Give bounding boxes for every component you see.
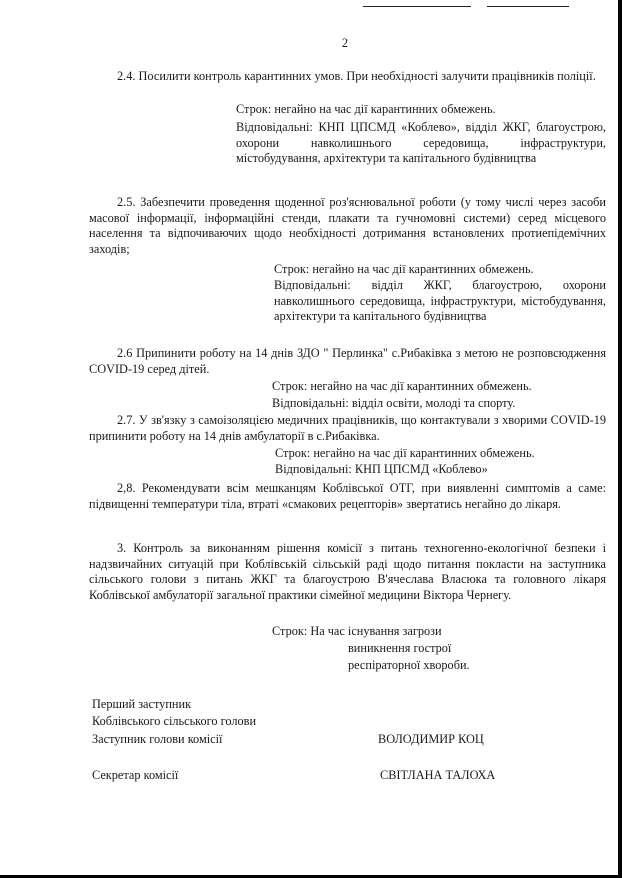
top-rule-right — [487, 6, 569, 7]
item-3-term-line-2: виникнення гострої — [348, 641, 452, 655]
item-2-7-text: 2.7. У зв'язку з самоізоляцією медичних працівників, що контактували з хворими COVID-19 припинити роботу на 14 днів амбулаторії в с.Рибаківка. — [89, 413, 606, 443]
item-3-term-line-3: респіраторної хвороби. — [348, 658, 470, 672]
signature-title-line-2: Коблівського сільського голови — [92, 714, 257, 728]
top-rule-left — [363, 6, 471, 7]
item-2-6-responsible: Відповідальні: відділ освіти, молоді та спорту. — [272, 396, 516, 410]
signature-title-line-1: Перший заступник — [92, 697, 192, 711]
signature-title-line-3: Заступник голови комісії — [92, 732, 223, 746]
signature-name-secretary: СВІТЛАНА ТАЛОХА — [380, 768, 496, 782]
item-2-7-responsible: Відповідальні: КНП ЦПСМД «Коблево» — [275, 462, 488, 476]
item-2-4-text: 2.4. Посилити контроль карантинних умов. При необхідності залучити працівників поліції. — [117, 69, 596, 83]
item-3-term-line-1: Строк: На час існування загрози — [272, 624, 442, 638]
item-2-4-responsible: Відповідальні: КНП ЦПСМД «Коблево», відділ ЖКГ, благоустрою, охорони навколишнього середовища, інфраструктури, містобудування, архітектури та капітального будівництва — [236, 120, 606, 166]
item-2-5-responsible: Відповідальні: відділ ЖКГ, благоустрою, охорони навколишнього середовища, інфраструктури, містобудування, архітектури та капітального будівництва — [274, 278, 606, 324]
item-2-8-text: 2,8. Рекомендувати всім мешканцям Коблівської ОТГ, при виявленні симптомів а саме: підвищенні температури тіла, втраті «смакових рецепторів» звертатись негайно до лікаря. — [89, 481, 606, 511]
item-2-5-term: Строк: негайно на час дії карантинних обмежень. — [274, 262, 534, 276]
page-border-right — [618, 0, 622, 878]
item-2-5-text: 2.5. Забезпечити проведення щоденної роз'яснювальної роботи (у тому числі через засоби масової інформації, інформаційні стенди, плакати та гучномовні системи) серед місцевого населення та відпочиваючих щодо необхідності дотримання встановлених протиепідемічних заходів; — [89, 195, 606, 256]
item-2-7-term: Строк: негайно на час дії карантинних обмежень. — [275, 446, 535, 460]
signature-title-secretary: Секретар комісії — [92, 768, 179, 782]
signature-name-deputy: ВОЛОДИМИР КОЦ — [378, 732, 484, 746]
item-2-4-term: Строк: негайно на час дії карантинних обмежень. — [236, 102, 496, 116]
item-2-6-text: 2.6 Припинити роботу на 14 днів ЗДО " Перлинка" с.Рибаківка з метою не розповсюдження COVID-19 серед дітей. — [89, 346, 606, 376]
item-2-6-term: Строк: негайно на час дії карантинних обмежень. — [272, 379, 532, 393]
item-3-text: 3. Контроль за виконанням рішення комісії з питань техногенно-екологічної безпеки і надзвичайних ситуацій при Коблівській сільській раді щодо питання покласти на заступника сільського голови з питань ЖКГ та благоустрою В'ячеслава Власюка та головного лікаря Коблівської амбулаторії загальної практики сімейної медицини Віктора Чернегу. — [89, 541, 606, 602]
page-number: 2 — [341, 36, 349, 50]
